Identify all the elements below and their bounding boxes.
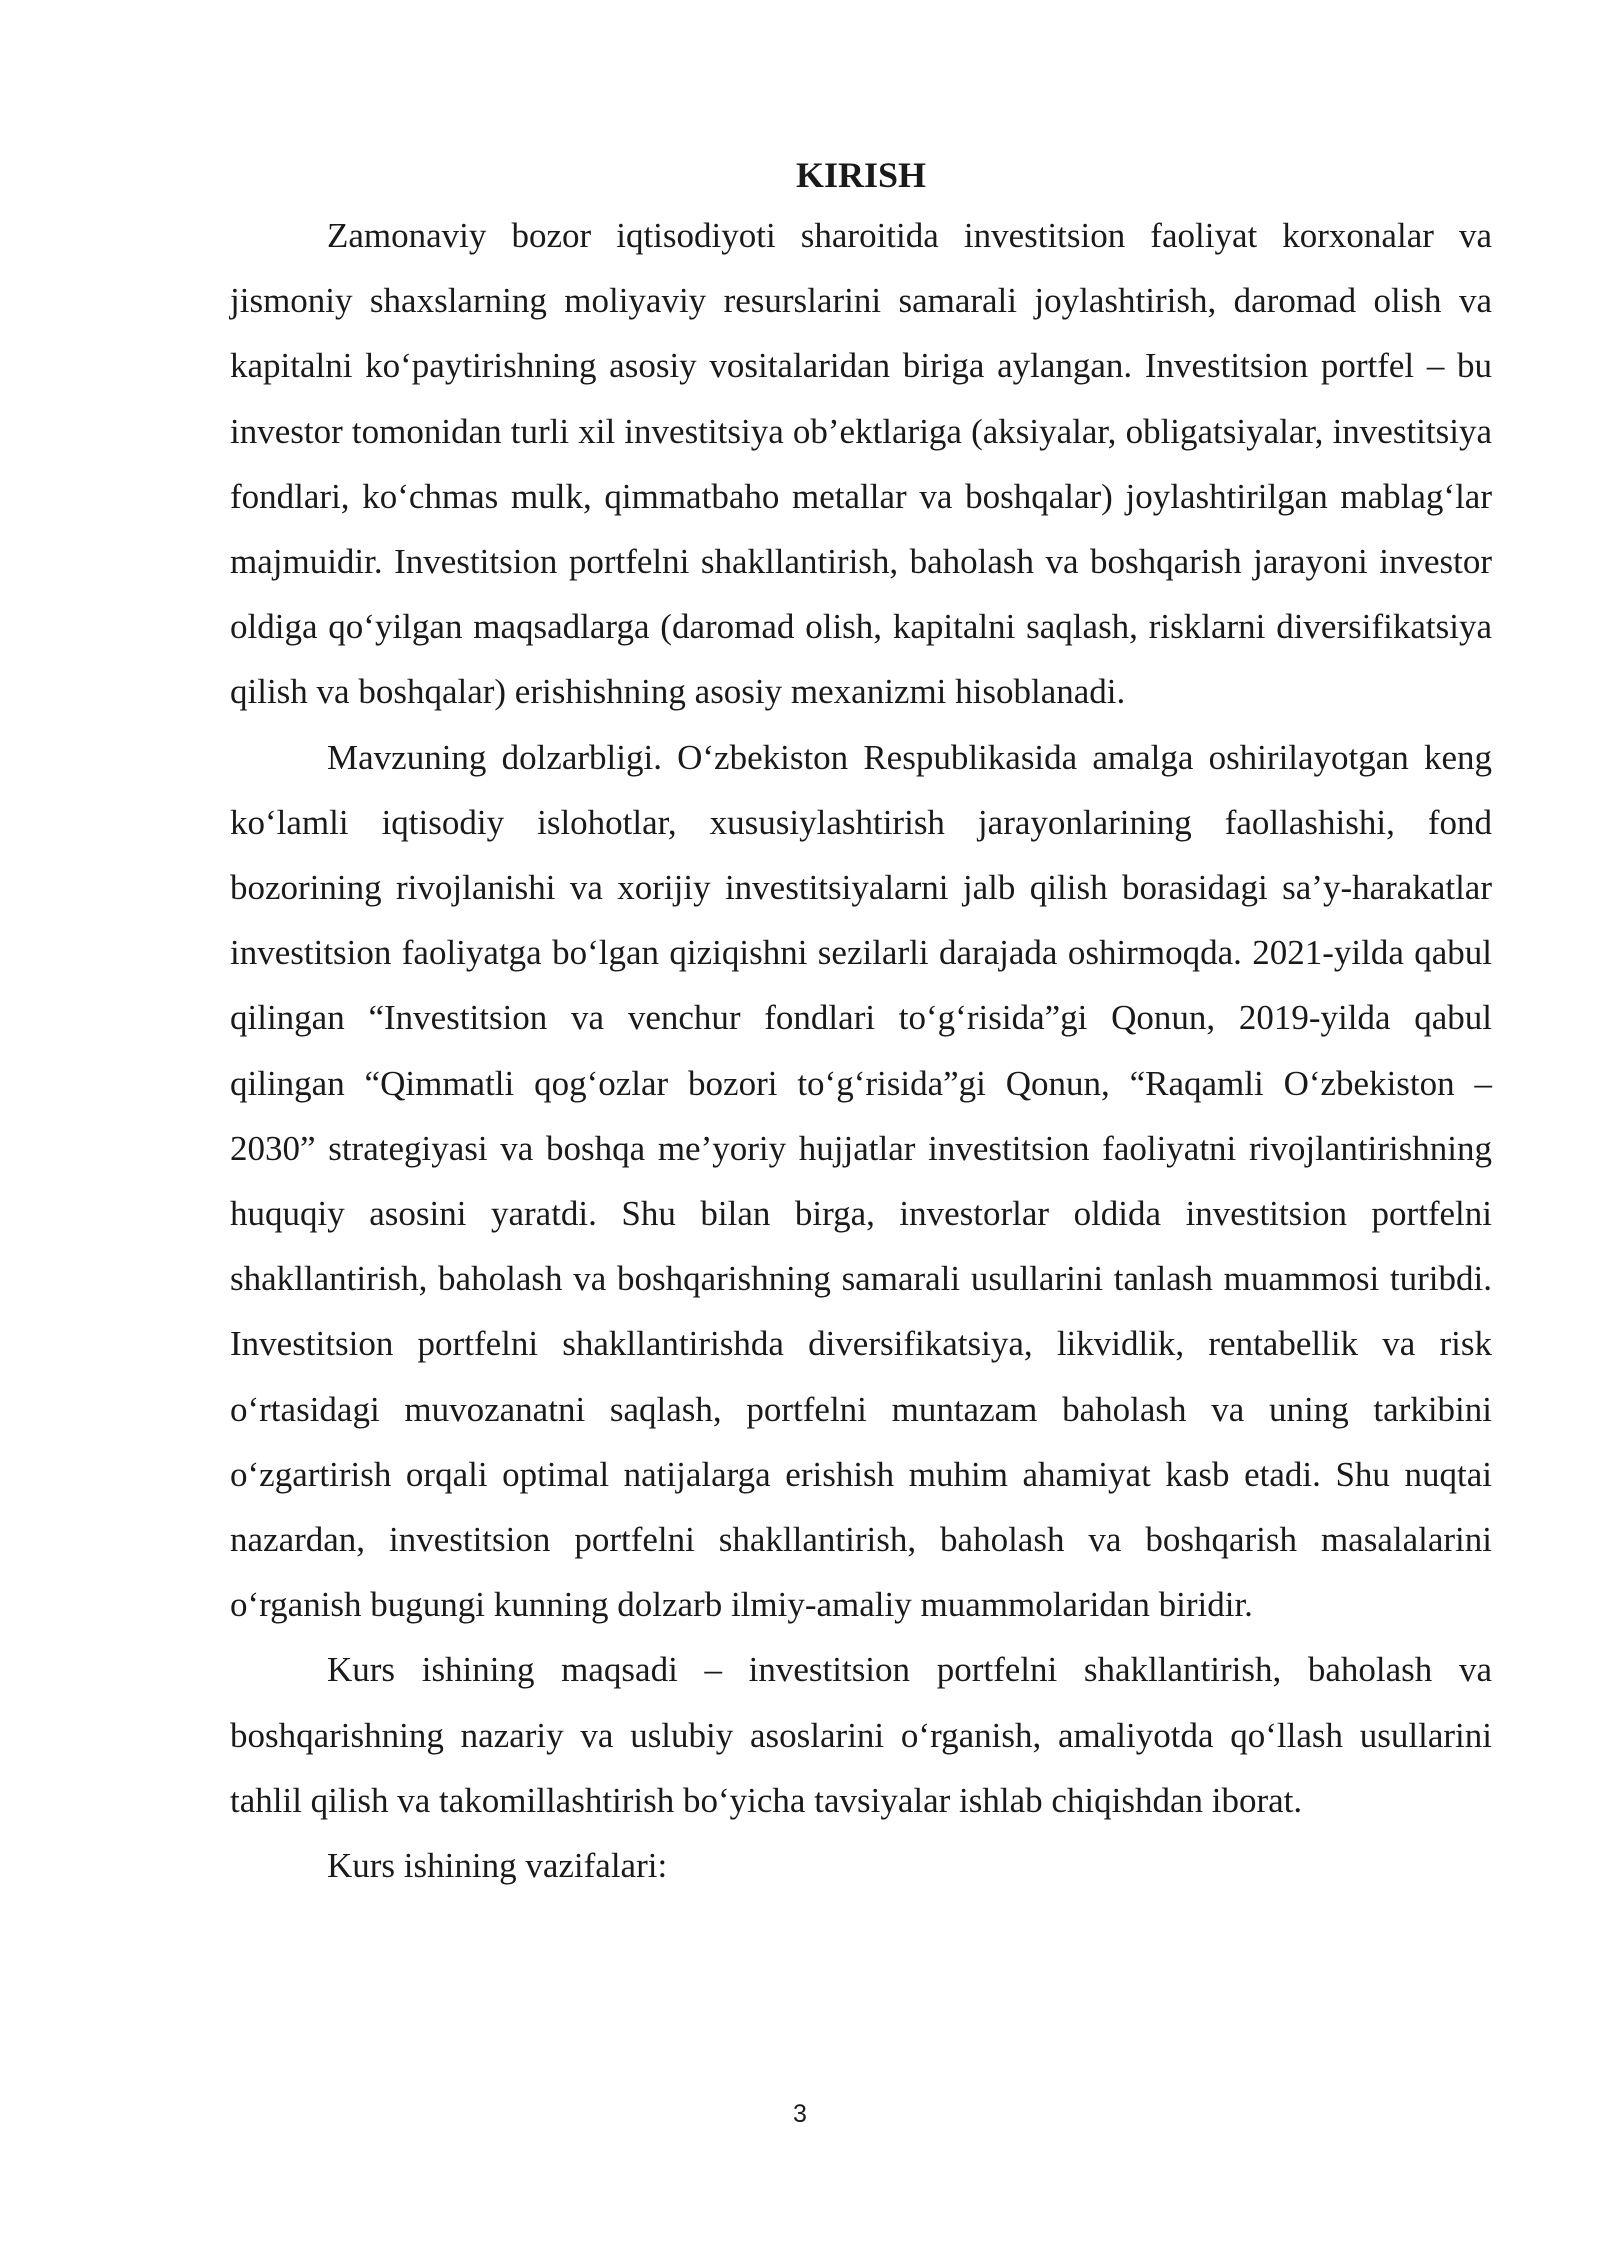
paragraph-goal: Kurs ishining maqsadi – investitsion portfelni shakllantirish, baholash va boshqarishning nazariy va uslubiy asoslarini o‘rganish, amaliyotda qo‘llash usullarini tahlil qilish va takomillashtirish bo‘yicha tavsiyalar ishlab chiqishdan iborat. [230, 1650, 1492, 1820]
paragraph-tasks-heading: Kurs ishining vazifalari: [327, 1846, 668, 1886]
section-title: KIRISH [795, 155, 927, 195]
paragraph-relevance: Mavzuning dolzarbligi. O‘zbekiston Respublikasida amalga oshirilayotgan keng ko‘lamli iqtisodiy islohotlar, xususiylashtirish jarayonlarining faollashishi, fond bozorining rivojlanishi va xorijiy investitsiyalarni jalb qilish borasidagi sa’y-harakatlar investitsion faoliyatga bo‘lgan qiziqishni sezilarli darajada oshirmoqda. 2021-yilda qabul qilingan “Investitsion va venchur fondlari to‘g‘risida”gi Qonun, 2019-yilda qabul qilingan “Qimmatli qog‘ozlar bozori to‘g‘risida”gi Qonun, “Raqamli O‘zbekiston – 2030” strategiyasi va boshqa me’yoriy hujjatlar investitsion faoliyatni rivojlantirishning huquqiy asosini yaratdi. Shu bilan birga, investorlar oldida investitsion portfelni shakllantirish, baholash va boshqarishning samarali usullarini tanlash muammosi turibdi. Investitsion portfelni shakllantirishda diversifikatsiya, likvidlik, rentabellik va risk o‘rtasidagi muvozanatni saqlash, portfelni muntazam baholash va uning tarkibini o‘zgartirish orqali optimal natijalarga erishish muhim ahamiyat kasb etadi. Shu nuqtai nazardan, investitsion portfelni shakllantirish, baholash va boshqarish masalalarini o‘rganish bugungi kunning dolzarb ilmiy-amaliy muammolaridan biridir. [230, 737, 1492, 1625]
page-number: 3 [793, 2100, 807, 2128]
document-body [230, 148, 1492, 1898]
paragraph-introduction: Zamonaviy bozor iqtisodiyoti sharoitida investitsion faoliyat korxonalar va jismoniy shaxslarning moliyaviy resurslarini samarali joylashtirish, daromad olish va kapitalni ko‘paytirishning asosiy vositalaridan biriga aylangan. Investitsion portfel – bu investor tomonidan turli xil investitsiya ob’ektlariga (aksiyalar, obligatsiyalar, investitsiya fondlari, ko‘chmas mulk, qimmatbaho metallar va boshqalar) joylashtirilgan mablag‘lar majmuidir. Investitsion portfelni shakllantirish, baholash va boshqarish jarayoni investor oldiga qo‘yilgan maqsadlarga (daromad olish, kapitalni saqlash, risklarni diversifikatsiya qilish va boshqalar) erishishning asosiy mexanizmi hisoblanadi. [230, 216, 1492, 712]
